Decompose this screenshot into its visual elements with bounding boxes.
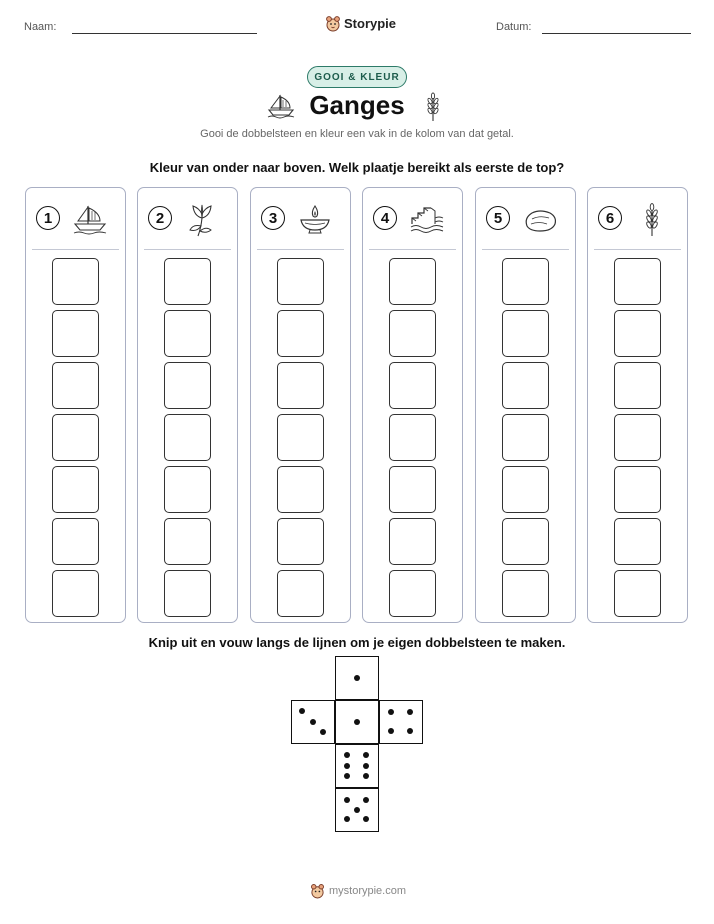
- color-cell[interactable]: [614, 414, 661, 461]
- column-divider: [482, 249, 569, 250]
- column-number: 2: [148, 206, 172, 230]
- die-pip: [363, 752, 369, 758]
- column-divider: [594, 249, 681, 250]
- color-cell[interactable]: [52, 518, 99, 565]
- die-face-4: [379, 700, 423, 744]
- color-cell[interactable]: [164, 466, 211, 513]
- column-5: [475, 187, 576, 623]
- color-cell[interactable]: [614, 310, 661, 357]
- color-cell[interactable]: [164, 258, 211, 305]
- river-stone-icon: [521, 202, 559, 238]
- die-face-5: [335, 788, 379, 832]
- column-divider: [144, 249, 231, 250]
- brand-name: Storypie: [344, 15, 397, 31]
- column-number: 3: [261, 206, 285, 230]
- die-face-1: [335, 656, 379, 700]
- color-cell[interactable]: [164, 570, 211, 617]
- color-cell[interactable]: [502, 258, 549, 305]
- column-header: [373, 202, 453, 238]
- die-pip: [363, 773, 369, 779]
- name-label: Naam:: [24, 21, 57, 33]
- lotus-flower-icon: [183, 202, 221, 238]
- column-header: [486, 202, 566, 238]
- color-cell[interactable]: [389, 310, 436, 357]
- color-cell[interactable]: [614, 362, 661, 409]
- color-cell[interactable]: [164, 518, 211, 565]
- worksheet-header: [0, 0, 714, 50]
- brand-logo: [325, 13, 396, 33]
- title-row: [0, 90, 714, 126]
- die-pip: [407, 709, 413, 715]
- die-face-6: [335, 744, 379, 788]
- die-pip: [363, 816, 369, 822]
- column-divider: [32, 249, 119, 250]
- die-pip: [299, 708, 305, 714]
- color-cell[interactable]: [164, 362, 211, 409]
- die-pip: [320, 729, 326, 735]
- column-1: [25, 187, 126, 623]
- color-cell[interactable]: [502, 362, 549, 409]
- die-pip: [407, 728, 413, 734]
- name-field[interactable]: [72, 33, 257, 34]
- column-header: [36, 202, 116, 238]
- color-cell[interactable]: [502, 310, 549, 357]
- die-pip: [354, 675, 360, 681]
- color-cell[interactable]: [614, 258, 661, 305]
- column-3: [250, 187, 351, 623]
- color-cell[interactable]: [164, 414, 211, 461]
- color-cell[interactable]: [277, 258, 324, 305]
- die-face-1: [335, 700, 379, 744]
- column-4: [362, 187, 463, 623]
- color-cell[interactable]: [277, 310, 324, 357]
- die-pip: [344, 752, 350, 758]
- color-cell[interactable]: [614, 518, 661, 565]
- column-2: [137, 187, 238, 623]
- activity-badge: GOOI & KLEUR: [307, 66, 407, 88]
- storypie-mascot-icon: [325, 14, 341, 32]
- color-cell[interactable]: [277, 466, 324, 513]
- date-label: Datum:: [496, 21, 532, 33]
- color-cell[interactable]: [164, 310, 211, 357]
- column-number: 4: [373, 206, 397, 230]
- die-pip: [354, 719, 360, 725]
- color-cell[interactable]: [277, 570, 324, 617]
- color-cell[interactable]: [389, 414, 436, 461]
- column-number: 5: [486, 206, 510, 230]
- subtitle: Gooi de dobbelsteen en kleur een vak in de kolom van dat getal.: [200, 128, 514, 140]
- color-cell[interactable]: [52, 258, 99, 305]
- color-cell[interactable]: [614, 466, 661, 513]
- column-number: 1: [36, 206, 60, 230]
- color-cell[interactable]: [389, 570, 436, 617]
- color-cell[interactable]: [614, 570, 661, 617]
- color-cell[interactable]: [502, 466, 549, 513]
- die-face-3: [291, 700, 335, 744]
- die-pip: [344, 797, 350, 803]
- color-cell[interactable]: [389, 518, 436, 565]
- wheat-icon: [633, 202, 671, 238]
- column-header: [261, 202, 341, 238]
- color-cell[interactable]: [502, 570, 549, 617]
- footer-url: mystorypie.com: [329, 884, 407, 897]
- column-header: [148, 202, 228, 238]
- date-field[interactable]: [542, 33, 691, 34]
- column-divider: [369, 249, 456, 250]
- column-divider: [257, 249, 344, 250]
- die-pip: [344, 816, 350, 822]
- page-title: Ganges: [309, 90, 405, 120]
- die-pip: [388, 728, 394, 734]
- color-cell[interactable]: [52, 466, 99, 513]
- column-instruction: Kleur van onder naar boven. Welk plaatje bereikt als eerste de top?: [149, 160, 565, 175]
- column-6: [587, 187, 688, 623]
- oil-lamp-icon: [296, 202, 334, 238]
- die-pip: [354, 807, 360, 813]
- color-cell[interactable]: [389, 362, 436, 409]
- color-cell[interactable]: [389, 258, 436, 305]
- color-cell[interactable]: [52, 362, 99, 409]
- color-cell[interactable]: [389, 466, 436, 513]
- color-cell[interactable]: [277, 362, 324, 409]
- storypie-mascot-icon: [310, 882, 325, 899]
- color-cell[interactable]: [502, 518, 549, 565]
- color-cell[interactable]: [52, 310, 99, 357]
- color-cell[interactable]: [52, 414, 99, 461]
- color-cell[interactable]: [277, 518, 324, 565]
- die-pip: [310, 719, 316, 725]
- footer: [310, 882, 406, 899]
- column-header: [598, 202, 678, 238]
- die-pip: [363, 797, 369, 803]
- die-pip: [363, 763, 369, 769]
- die-pip: [344, 763, 350, 769]
- wheat-icon: [424, 92, 442, 122]
- column-number: 6: [598, 206, 622, 230]
- color-cell[interactable]: [52, 570, 99, 617]
- die-pip: [344, 773, 350, 779]
- die-pip: [388, 709, 394, 715]
- ghat-steps-icon: [408, 202, 446, 238]
- dice-instruction: Knip uit en vouw langs de lijnen om je eigen dobbelsteen te maken.: [148, 635, 566, 650]
- sailboat-icon: [71, 202, 109, 238]
- color-cell[interactable]: [277, 414, 324, 461]
- color-cell[interactable]: [502, 414, 549, 461]
